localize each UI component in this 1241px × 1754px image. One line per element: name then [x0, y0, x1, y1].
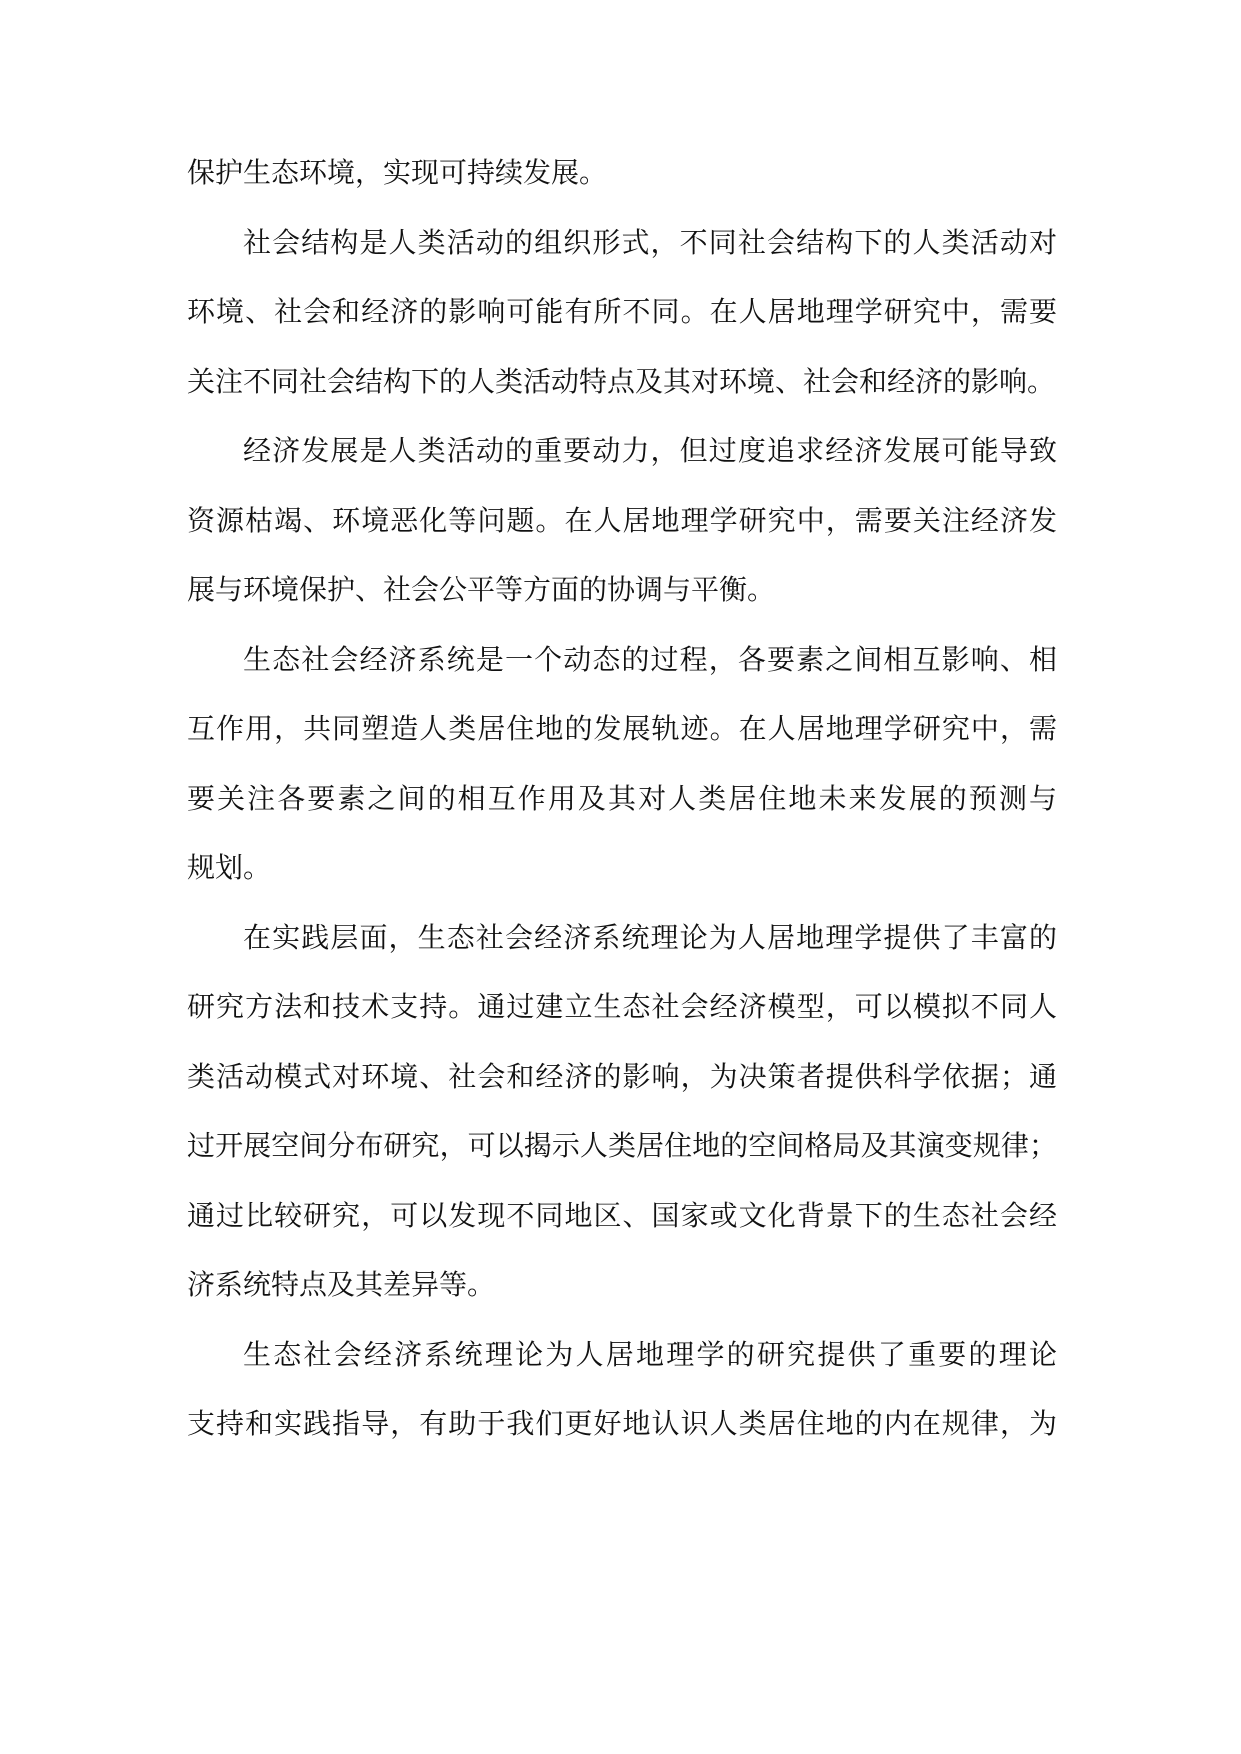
paragraph: [187, 625, 1057, 903]
paragraph: [187, 903, 1057, 1320]
text-line: 社会结构是人类活动的组织形式，不同社会结构下的人类活动对: [243, 225, 1057, 259]
text-line: 资源枯竭、环境恶化等问题。在人居地理学研究中，需要关注经济发: [187, 503, 1057, 537]
text-line: 互作用，共同塑造人类居住地的发展轨迹。在人居地理学研究中，需: [187, 712, 1057, 745]
text-line: 研究方法和技术支持。通过建立生态社会经济模型，可以模拟不同人: [187, 990, 1057, 1023]
text-line: 规划。: [187, 851, 272, 884]
text-line: 环境、社会和经济的影响可能有所不同。在人居地理学研究中，需要: [187, 295, 1057, 328]
text-line: 类活动模式对环境、社会和经济的影响，为决策者提供科学依据；通: [187, 1059, 1057, 1093]
paragraph: [187, 208, 1057, 417]
paragraph: [187, 138, 1057, 208]
text-line: 展与环境保护、社会公平等方面的协调与平衡。: [187, 573, 776, 606]
document-body: [187, 138, 1057, 1459]
text-line: 要关注各要素之间的相互作用及其对人类居住地未来发展的预测与: [187, 781, 1057, 815]
text-line: 生态社会经济系统是一个动态的过程，各要素之间相互影响、相: [243, 642, 1057, 676]
text-line: 济系统特点及其差异等。: [187, 1268, 496, 1301]
text-line: 经济发展是人类活动的重要动力，但过度追求经济发展可能导致: [243, 434, 1057, 467]
paragraph: [187, 416, 1057, 625]
text-line: 支持和实践指导，有助于我们更好地认识人类居住地的内在规律，为: [187, 1407, 1057, 1440]
text-line: 关注不同社会结构下的人类活动特点及其对环境、社会和经济的影响。: [187, 364, 1056, 398]
text-line: 过开展空间分布研究，可以揭示人类居住地的空间格局及其演变规律；: [187, 1129, 1057, 1162]
text-line: 在实践层面，生态社会经济系统理论为人居地理学提供了丰富的: [243, 920, 1057, 954]
text-line: 通过比较研究，可以发现不同地区、国家或文化背景下的生态社会经: [187, 1198, 1057, 1232]
text-line: 生态社会经济系统理论为人居地理学的研究提供了重要的理论: [243, 1337, 1057, 1371]
text-line: 保护生态环境，实现可持续发展。: [187, 156, 608, 189]
paragraph: [187, 1320, 1057, 1459]
